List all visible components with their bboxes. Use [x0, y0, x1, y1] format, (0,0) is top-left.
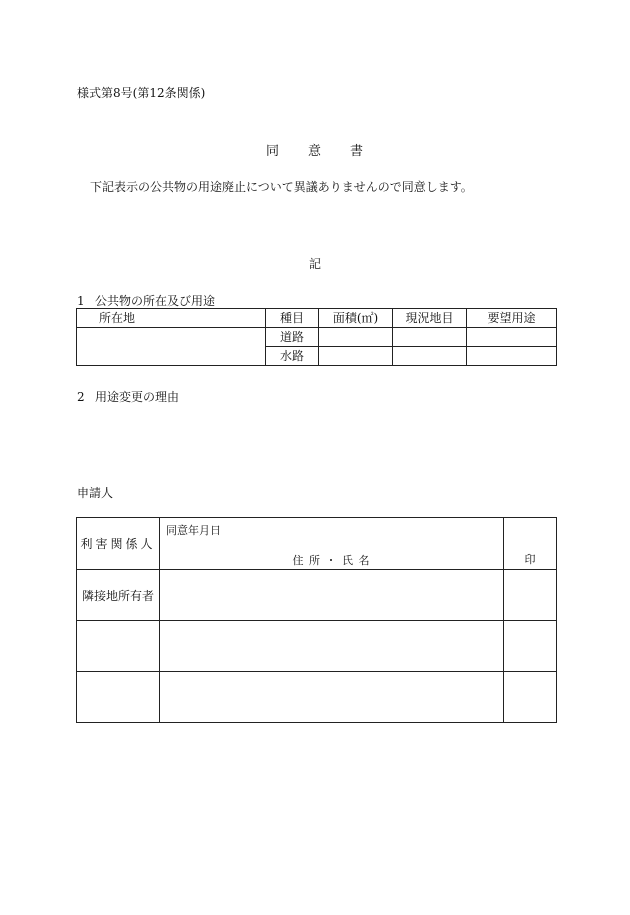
consent-date-label: 同意年月日	[166, 524, 221, 537]
requested-use-cell[interactable]	[467, 347, 557, 366]
section-2-number: 2	[77, 390, 85, 404]
location-cell[interactable]	[77, 328, 266, 366]
seal-cell[interactable]	[504, 518, 557, 570]
seal-cell[interactable]	[504, 570, 557, 621]
applicant-label: 申請人	[77, 486, 114, 500]
ki-heading: 記	[308, 257, 321, 271]
section-1-title: 公共物の所在及び用途	[95, 294, 216, 308]
title-char-2: 意	[307, 144, 322, 159]
property-table-header	[77, 309, 557, 328]
interested-parties-table	[76, 517, 557, 723]
seal-label: 印	[524, 553, 536, 566]
table-row	[77, 621, 557, 672]
table-row	[77, 672, 557, 723]
table-row	[77, 328, 557, 347]
label-cell-empty	[77, 672, 160, 723]
type-cell-waterway: 水路	[266, 347, 319, 366]
table-row	[77, 570, 557, 621]
table-row	[77, 518, 557, 570]
title-char-3: 書	[350, 144, 365, 159]
property-table	[76, 308, 557, 366]
current-land-use-cell[interactable]	[393, 347, 467, 366]
header-area: 面積(㎡)	[319, 309, 393, 328]
area-cell[interactable]	[319, 328, 393, 347]
consent-statement: 下記表示の公共物の用途廃止について異議ありませんので同意します。	[90, 180, 473, 194]
header-current-land-use: 現況地目	[393, 309, 467, 328]
address-name-label: 住 所 ・ 氏 名	[292, 554, 371, 567]
section-2-title: 用途変更の理由	[95, 390, 180, 404]
label-cell-empty	[77, 621, 160, 672]
section-2-heading	[77, 388, 179, 405]
header-requested-use: 要望用途	[467, 309, 557, 328]
type-cell-road: 道路	[266, 328, 319, 347]
current-land-use-cell[interactable]	[393, 328, 467, 347]
form-number: 様式第8号(第12条関係)	[77, 86, 206, 100]
header-type: 種目	[266, 309, 319, 328]
seal-cell[interactable]	[504, 621, 557, 672]
title-char-1: 同	[265, 144, 280, 159]
entry-cell[interactable]	[160, 621, 504, 672]
area-cell[interactable]	[319, 347, 393, 366]
header-location: 所在地	[77, 309, 266, 328]
section-1-heading	[77, 292, 215, 309]
entry-cell[interactable]	[160, 672, 504, 723]
adjacent-owner-label: 隣接地所有者	[77, 570, 160, 621]
adjacent-owner-entry[interactable]	[160, 570, 504, 621]
requested-use-cell[interactable]	[467, 328, 557, 347]
document-title	[0, 140, 630, 159]
interested-party-entry[interactable]	[160, 518, 504, 570]
interested-party-label: 利害関係人	[77, 518, 160, 570]
seal-cell[interactable]	[504, 672, 557, 723]
section-1-number: 1	[77, 294, 85, 308]
